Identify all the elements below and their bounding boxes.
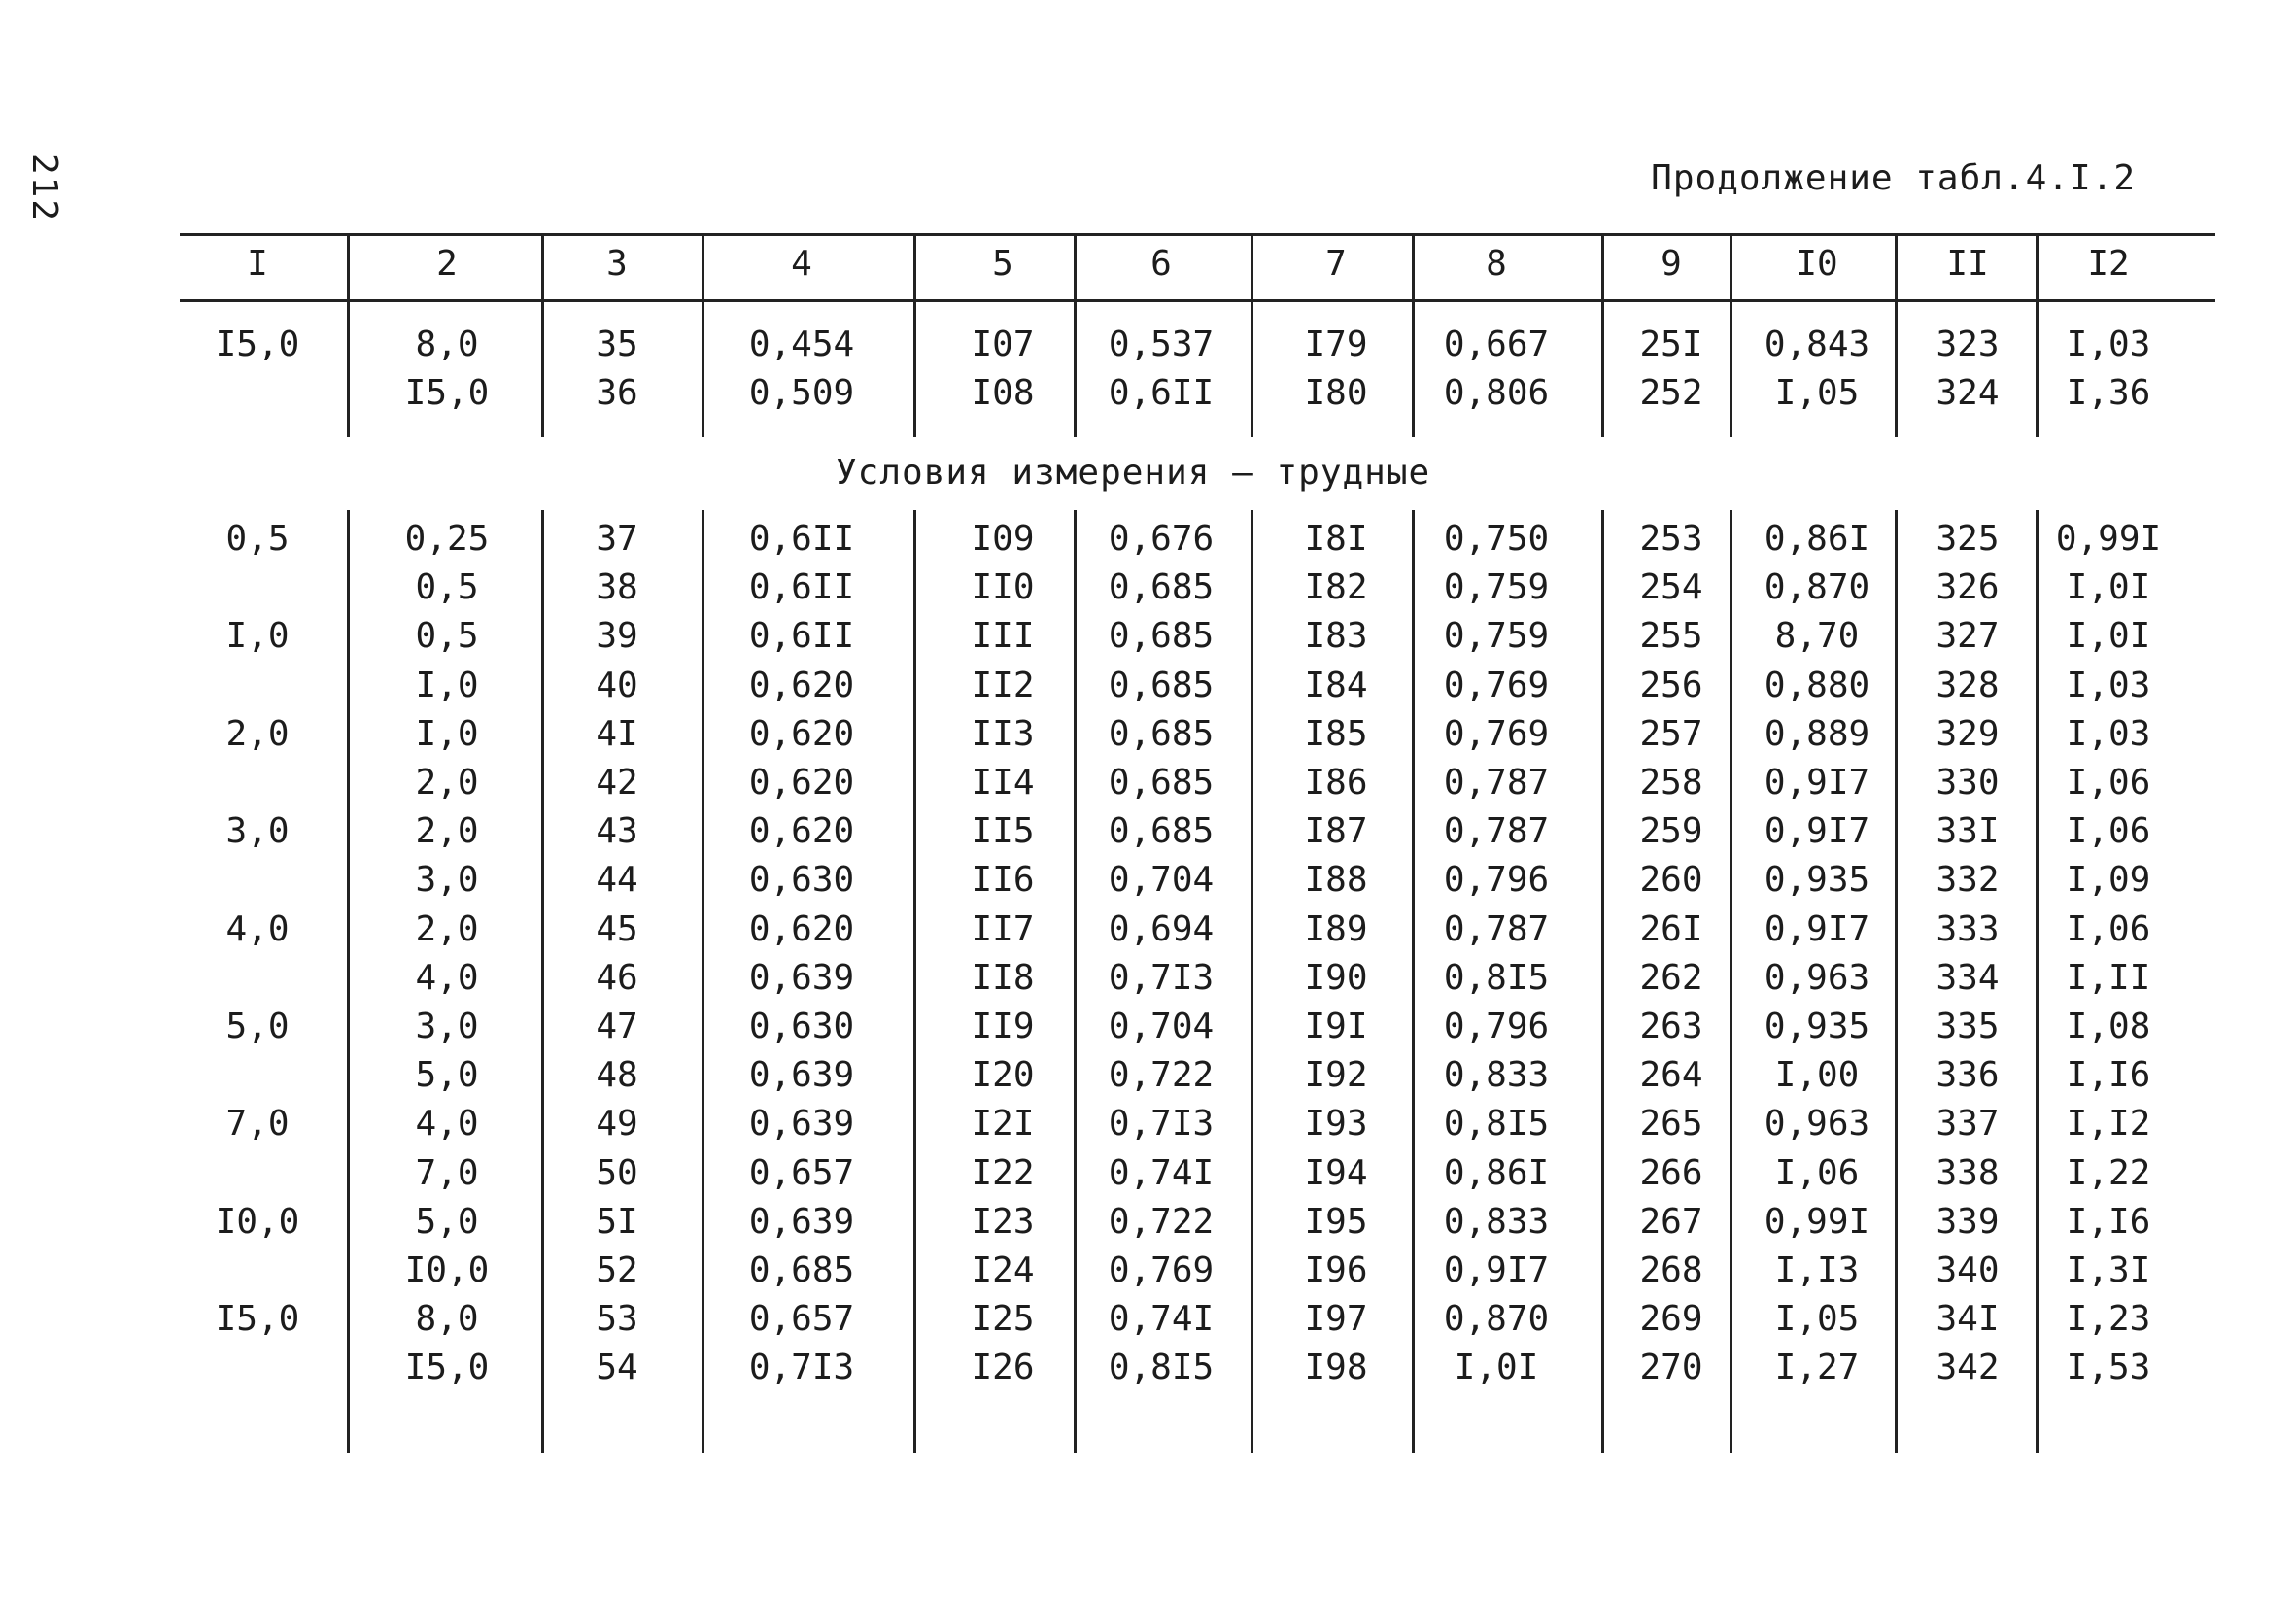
table-cell: 0,620 — [748, 713, 855, 754]
table-cell: 0,25 — [404, 519, 490, 559]
table-cell: 0,620 — [748, 763, 855, 803]
table-cell: II9 — [971, 1007, 1035, 1046]
table-cell: 0,7I3 — [748, 1348, 855, 1388]
table-cell: 3,0 — [415, 1007, 479, 1046]
table-cell: 0,639 — [748, 1201, 855, 1242]
column-rule — [347, 233, 350, 299]
column-rule — [1601, 233, 1604, 299]
table-cell: 0,685 — [1108, 567, 1215, 608]
table-cell: 0,639 — [748, 1104, 855, 1145]
table-cell: 0,833 — [1443, 1201, 1550, 1242]
table-cell: 0,454 — [748, 325, 855, 364]
table-cell: I,36 — [2066, 373, 2151, 414]
table-continuation-title: Продолжение табл.4.I.2 — [1651, 158, 2136, 198]
column-rule — [913, 233, 916, 299]
table-cell: 267 — [1639, 1201, 1703, 1242]
table-cell: I,22 — [2066, 1152, 2151, 1193]
table-cell: 0,9I7 — [1443, 1250, 1550, 1290]
table-cell: I82 — [1304, 567, 1368, 608]
column-rule — [347, 299, 350, 437]
column-header: 7 — [1325, 244, 1347, 284]
table-cell: 0,6II — [748, 616, 855, 657]
table-cell: 0,5 — [225, 519, 290, 559]
table-cell: II6 — [971, 860, 1035, 901]
table-cell: I,00 — [1774, 1055, 1860, 1096]
table-cell: I,0I — [2066, 567, 2151, 608]
table-cell: III — [971, 616, 1035, 657]
table-cell: 37 — [596, 519, 638, 559]
table-cell: I85 — [1304, 713, 1368, 754]
table-cell: 5,0 — [415, 1055, 479, 1096]
table-cell: 7,0 — [415, 1152, 479, 1193]
header-bottom-rule — [180, 299, 2215, 302]
table-cell: I92 — [1304, 1055, 1368, 1096]
table-cell: 4,0 — [415, 1104, 479, 1145]
table-cell: 0,889 — [1764, 713, 1870, 754]
table-cell: II8 — [971, 957, 1035, 998]
table-cell: 0,880 — [1764, 665, 1870, 705]
table-cell: 260 — [1639, 860, 1703, 901]
table-cell: II3 — [971, 713, 1035, 754]
table-cell: 2,0 — [415, 763, 479, 803]
table-cell: 0,806 — [1443, 373, 1550, 414]
table-cell: I0,0 — [215, 1201, 300, 1242]
table-cell: 25I — [1639, 325, 1703, 364]
table-cell: 0,676 — [1108, 519, 1215, 559]
table-cell: 328 — [1936, 665, 2000, 705]
table-cell: 0,9I7 — [1764, 763, 1870, 803]
table-cell: 0,769 — [1108, 1250, 1215, 1290]
table-cell: 342 — [1936, 1348, 2000, 1388]
table-cell: 258 — [1639, 763, 1703, 803]
table-cell: I93 — [1304, 1104, 1368, 1145]
table-cell: 0,86I — [1443, 1152, 1550, 1193]
table-cell: 0,796 — [1443, 1007, 1550, 1046]
table-cell: I07 — [971, 325, 1035, 364]
table-cell — [180, 1051, 335, 1100]
table-cell: 0,620 — [748, 908, 855, 949]
table-cell: I08 — [971, 373, 1035, 414]
table-cell: 335 — [1936, 1007, 2000, 1046]
table-cell: 0,963 — [1764, 957, 1870, 998]
table-cell: 8,0 — [415, 325, 479, 364]
table-cell: 0,685 — [1108, 811, 1215, 852]
table-cell: 0,759 — [1443, 616, 1550, 657]
table-cell: 325 — [1936, 519, 2000, 559]
table-cell: 46 — [596, 957, 638, 998]
table-cell: II2 — [971, 665, 1035, 705]
table-cell: 0,750 — [1443, 519, 1550, 559]
column-header: I — [247, 244, 268, 284]
column-rule — [1412, 233, 1415, 299]
table-cell: 0,7I3 — [1108, 1104, 1215, 1145]
table-cell: 4,0 — [415, 957, 479, 998]
table-cell: II5 — [971, 811, 1035, 852]
table-cell: 0,769 — [1443, 665, 1550, 705]
table-cell: 36 — [596, 373, 638, 414]
column-header: 8 — [1486, 244, 1507, 284]
column-header: 6 — [1150, 244, 1172, 284]
table-cell: I24 — [971, 1250, 1035, 1290]
table-cell: 0,9I7 — [1764, 908, 1870, 949]
table-cell: 264 — [1639, 1055, 1703, 1096]
table-cell: I98 — [1304, 1348, 1368, 1388]
table-cell: I,0 — [415, 665, 479, 705]
table-cell: 34I — [1936, 1299, 2000, 1340]
table-cell: 259 — [1639, 811, 1703, 852]
table-cell: 2,0 — [225, 713, 290, 754]
column-rule — [702, 510, 704, 1453]
table-cell: 0,685 — [1108, 713, 1215, 754]
table-cell: I,I6 — [2066, 1055, 2151, 1096]
table-cell — [180, 564, 335, 612]
table-cell: II7 — [971, 908, 1035, 949]
table-cell: 0,787 — [1443, 908, 1550, 949]
table-cell — [180, 662, 335, 710]
table-cell: I80 — [1304, 373, 1368, 414]
table-cell: I,0 — [225, 616, 290, 657]
table-cell: 333 — [1936, 908, 2000, 949]
table-cell: 0,8I5 — [1443, 1104, 1550, 1145]
table-cell: 326 — [1936, 567, 2000, 608]
table-cell: I,53 — [2066, 1348, 2151, 1388]
table-cell: 254 — [1639, 567, 1703, 608]
table-cell: 0,685 — [1108, 665, 1215, 705]
table-cell: I,0I — [1454, 1348, 1539, 1388]
table-cell: I83 — [1304, 616, 1368, 657]
table-cell: I97 — [1304, 1299, 1368, 1340]
table-cell: 5I — [596, 1201, 638, 1242]
column-rule — [702, 299, 704, 437]
column-rule — [913, 510, 916, 1453]
table-cell: I96 — [1304, 1250, 1368, 1290]
table-cell: 262 — [1639, 957, 1703, 998]
table-cell: 0,657 — [748, 1152, 855, 1193]
table-cell: 8,0 — [415, 1299, 479, 1340]
table-cell: 3,0 — [225, 811, 290, 852]
table-cell: 0,7I3 — [1108, 957, 1215, 998]
table-cell: I,08 — [2066, 1007, 2151, 1046]
table-cell: 0,963 — [1764, 1104, 1870, 1145]
column-header: 9 — [1661, 244, 1682, 284]
table-cell: I,03 — [2066, 665, 2151, 705]
table-cell — [180, 1344, 335, 1392]
table-cell: I,09 — [2066, 860, 2151, 901]
table-cell: 0,685 — [748, 1250, 855, 1290]
table-cell: I84 — [1304, 665, 1368, 705]
table-cell: I,05 — [1774, 373, 1860, 414]
table-cell: 255 — [1639, 616, 1703, 657]
table-cell: 0,6II — [748, 567, 855, 608]
table-cell: 0,630 — [748, 860, 855, 901]
table-cell: I0,0 — [404, 1250, 490, 1290]
table-cell — [180, 1149, 335, 1198]
table-cell: I,03 — [2066, 325, 2151, 364]
column-header: 2 — [436, 244, 458, 284]
column-rule — [702, 233, 704, 299]
column-header: I2 — [2087, 244, 2130, 284]
table-cell: 0,639 — [748, 1055, 855, 1096]
table-cell: I25 — [971, 1299, 1035, 1340]
table-cell: 256 — [1639, 665, 1703, 705]
table-cell: 4,0 — [225, 908, 290, 949]
column-rule — [541, 233, 544, 299]
table-cell: I95 — [1304, 1201, 1368, 1242]
table-cell: I5,0 — [215, 1299, 300, 1340]
table-cell: I,3I — [2066, 1250, 2151, 1290]
table-cell: 0,86I — [1764, 519, 1870, 559]
table-cell: I5,0 — [404, 1348, 490, 1388]
table-cell: 0,694 — [1108, 908, 1215, 949]
table-cell: II0 — [971, 567, 1035, 608]
table-cell: 0,99I — [1764, 1201, 1870, 1242]
table-cell: 270 — [1639, 1348, 1703, 1388]
table-cell: 0,74I — [1108, 1299, 1215, 1340]
table-cell: 5,0 — [225, 1007, 290, 1046]
table-cell: I,I6 — [2066, 1201, 2151, 1242]
table-cell: 43 — [596, 811, 638, 852]
table-cell: I5,0 — [215, 325, 300, 364]
table-cell: 0,870 — [1443, 1299, 1550, 1340]
table-cell: I,06 — [2066, 811, 2151, 852]
table-cell: 0,74I — [1108, 1152, 1215, 1193]
table-cell: I22 — [971, 1152, 1035, 1193]
table-cell: 0,759 — [1443, 567, 1550, 608]
table-cell: 0,787 — [1443, 763, 1550, 803]
column-rule — [1895, 233, 1898, 299]
column-header: II — [1946, 244, 1989, 284]
table-cell: I88 — [1304, 860, 1368, 901]
table-cell: 338 — [1936, 1152, 2000, 1193]
table-cell: 0,5 — [415, 616, 479, 657]
table-cell: 3,0 — [415, 860, 479, 901]
table-cell: I79 — [1304, 325, 1368, 364]
table-cell: 337 — [1936, 1104, 2000, 1145]
table-cell: 340 — [1936, 1250, 2000, 1290]
table-cell: 0,537 — [1108, 325, 1215, 364]
table-cell: I23 — [971, 1201, 1035, 1242]
table-cell: 0,769 — [1443, 713, 1550, 754]
table-cell: 0,833 — [1443, 1055, 1550, 1096]
column-rule — [1730, 233, 1732, 299]
column-rule — [1074, 233, 1077, 299]
header-top-rule — [180, 233, 2215, 236]
table-cell: I09 — [971, 519, 1035, 559]
column-header: I0 — [1796, 244, 1838, 284]
table-cell: I,27 — [1774, 1348, 1860, 1388]
table-cell: 0,5 — [415, 567, 479, 608]
table-cell: I,05 — [1774, 1299, 1860, 1340]
table-cell: 0,843 — [1764, 325, 1870, 364]
table-cell: 0,657 — [748, 1299, 855, 1340]
table-cell: II4 — [971, 763, 1035, 803]
table-cell: I87 — [1304, 811, 1368, 852]
table-cell: I20 — [971, 1055, 1035, 1096]
table-cell: 52 — [596, 1250, 638, 1290]
table-cell: 0,935 — [1764, 1007, 1870, 1046]
table-cell: 26I — [1639, 908, 1703, 949]
table-cell — [180, 759, 335, 807]
table-cell: 0,870 — [1764, 567, 1870, 608]
table-cell: I,0I — [2066, 616, 2151, 657]
table-cell: 4I — [596, 713, 638, 754]
table-cell: 0,8I5 — [1108, 1348, 1215, 1388]
table-cell: 0,722 — [1108, 1055, 1215, 1096]
table-cell: 45 — [596, 908, 638, 949]
table-cell: I9I — [1304, 1007, 1368, 1046]
column-header: 5 — [992, 244, 1013, 284]
table-cell: 0,787 — [1443, 811, 1550, 852]
table-cell: 0,8I5 — [1443, 957, 1550, 998]
table-cell: I,I2 — [2066, 1104, 2151, 1145]
column-rule — [1251, 299, 1253, 437]
column-rule — [1251, 233, 1253, 299]
table-cell: I,0 — [415, 713, 479, 754]
table-cell: I,06 — [1774, 1152, 1860, 1193]
table-cell: 0,6II — [1108, 373, 1215, 414]
table-cell: 8,70 — [1774, 616, 1860, 657]
table-cell: 5,0 — [415, 1201, 479, 1242]
table-cell: 0,620 — [748, 665, 855, 705]
table-cell: 0,722 — [1108, 1201, 1215, 1242]
table-cell: 332 — [1936, 860, 2000, 901]
table-cell: I94 — [1304, 1152, 1368, 1193]
table-cell: 48 — [596, 1055, 638, 1096]
table-cell: 49 — [596, 1104, 638, 1145]
table-cell: 257 — [1639, 713, 1703, 754]
column-rule — [913, 299, 916, 437]
column-header: 3 — [606, 244, 628, 284]
table-cell: 0,9I7 — [1764, 811, 1870, 852]
table-cell: I2I — [971, 1104, 1035, 1145]
table-cell: 33I — [1936, 811, 2000, 852]
table-cell: 324 — [1936, 373, 2000, 414]
table-cell: 0,99I — [2055, 519, 2162, 559]
table-cell: 323 — [1936, 325, 2000, 364]
table-cell: 334 — [1936, 957, 2000, 998]
table-cell: I,I3 — [1774, 1250, 1860, 1290]
page-number: 212 — [24, 154, 64, 223]
table-cell — [180, 369, 335, 418]
table-cell: 0,935 — [1764, 860, 1870, 901]
table-cell: I,06 — [2066, 763, 2151, 803]
table-cell: 0,509 — [748, 373, 855, 414]
table-cell: 2,0 — [415, 811, 479, 852]
table-cell: 339 — [1936, 1201, 2000, 1242]
table-cell: 42 — [596, 763, 638, 803]
table-cell: 252 — [1639, 373, 1703, 414]
table-cell: 265 — [1639, 1104, 1703, 1145]
table-cell: 50 — [596, 1152, 638, 1193]
table-cell: 327 — [1936, 616, 2000, 657]
table-cell: 40 — [596, 665, 638, 705]
table-cell: I,23 — [2066, 1299, 2151, 1340]
table-cell: I,II — [2066, 957, 2151, 998]
table-cell: 253 — [1639, 519, 1703, 559]
table-cell: 47 — [596, 1007, 638, 1046]
table-cell: I,06 — [2066, 908, 2151, 949]
table-cell: 39 — [596, 616, 638, 657]
column-rule — [1251, 510, 1253, 1453]
column-rule — [2036, 233, 2039, 299]
table-cell: 35 — [596, 325, 638, 364]
table-cell: 263 — [1639, 1007, 1703, 1046]
table-cell: 268 — [1639, 1250, 1703, 1290]
table-cell: I8I — [1304, 519, 1368, 559]
table-cell: 0,685 — [1108, 763, 1215, 803]
table-cell: 0,685 — [1108, 616, 1215, 657]
table-cell: 329 — [1936, 713, 2000, 754]
section-label: Условия измерения – трудные — [826, 449, 1440, 497]
table-cell: 38 — [596, 567, 638, 608]
table-cell: 0,704 — [1108, 1007, 1215, 1046]
table-cell: 269 — [1639, 1299, 1703, 1340]
table-cell: 0,796 — [1443, 860, 1550, 901]
table-cell: 7,0 — [225, 1104, 290, 1145]
table-cell: 54 — [596, 1348, 638, 1388]
table-cell: 44 — [596, 860, 638, 901]
table-cell: 2,0 — [415, 908, 479, 949]
table-cell: 0,667 — [1443, 325, 1550, 364]
table-cell: 336 — [1936, 1055, 2000, 1096]
column-header: 4 — [791, 244, 812, 284]
table-cell: I90 — [1304, 957, 1368, 998]
table-cell — [180, 856, 335, 905]
table-cell — [180, 954, 335, 1003]
table-cell: I,03 — [2066, 713, 2151, 754]
table-cell: 0,630 — [748, 1007, 855, 1046]
table-cell: 0,639 — [748, 957, 855, 998]
table-cell: 53 — [596, 1299, 638, 1340]
table-cell: 0,704 — [1108, 860, 1215, 901]
table-cell: 330 — [1936, 763, 2000, 803]
table-cell — [180, 1247, 335, 1295]
table-cell: I86 — [1304, 763, 1368, 803]
column-rule — [347, 510, 350, 1453]
table-cell: 266 — [1639, 1152, 1703, 1193]
table-cell: I5,0 — [404, 373, 490, 414]
table-cell: I89 — [1304, 908, 1368, 949]
table-cell: 0,6II — [748, 519, 855, 559]
table-cell: I26 — [971, 1348, 1035, 1388]
table-cell: 0,620 — [748, 811, 855, 852]
